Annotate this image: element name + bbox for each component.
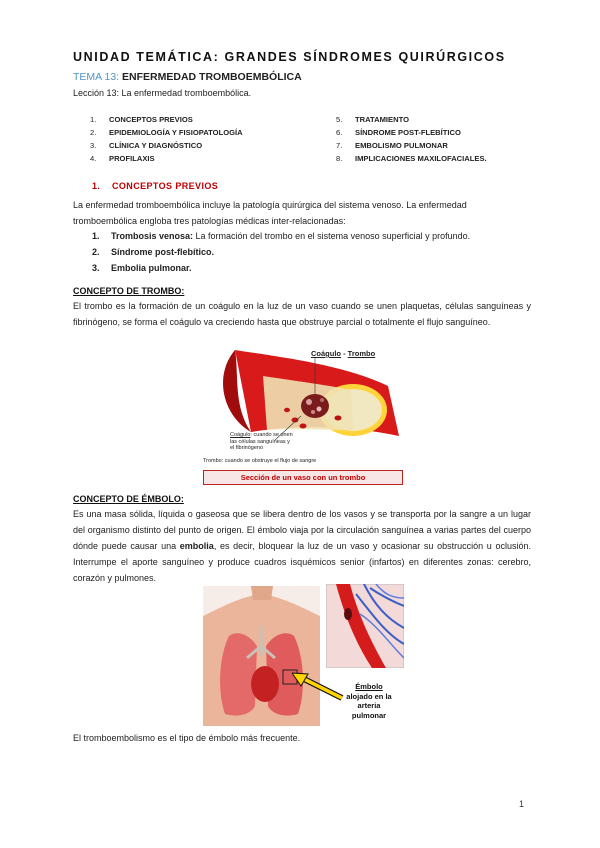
clot-shape	[301, 394, 329, 418]
thrombus-note: Trombo: cuando se obstruye el flujo de sangre	[203, 458, 317, 464]
figure-caption: Sección de un vaso con un trombo	[203, 470, 403, 485]
topic-name: ENFERMEDAD TROMBOEMBÓLICA	[122, 71, 302, 83]
toc-item: 8. IMPLICACIONES MAXILOFACIALES.	[336, 154, 487, 163]
toc-item: 5. TRATAMIENTO	[336, 115, 409, 124]
topic-heading	[73, 71, 302, 83]
lesson-line: Lección 13: La enfermedad tromboembólica.	[73, 88, 252, 98]
toc-item: 7. EMBOLISMO PULMONAR	[336, 141, 448, 150]
list-item: 3. Embolia pulmonar.	[92, 263, 192, 273]
toc-item: 2. EPIDEMIOLOGÍA Y FISIOPATOLOGÍA	[90, 128, 243, 137]
embolus-text: Es una masa sólida, líquida o gaseosa que se libera dentro de los vasos y se transporta por la sangre a un lugar del organismo distinto del punto de origen. El émbolo viaja por la circulación sanguínea a varias partes del cuerpo dónde puede causar una embolia, es decir, bloquear la luz de un vaso y ocasionar su obstrucción u oclusión. Interrumpe el aporte sanguíneo y produce cuadros isquémicos senior (infartos) en diferentes zonas: cerebro, corazón y pulmones.	[73, 509, 531, 583]
embolus-label: Émbolo alojado en la arteria pulmonar	[346, 682, 392, 720]
chest-figure	[203, 586, 320, 726]
toc-item: 3. CLÍNICA Y DIAGNÓSTICO	[90, 141, 203, 150]
figure-title: Coágulo - Trombo	[311, 349, 376, 358]
toc-right-column	[336, 113, 487, 165]
list-item: 1. Trombosis venosa: La formación del trombo en el sistema venoso superficial y profundo.	[92, 231, 471, 241]
section-heading: 1. CONCEPTOS PREVIOS	[92, 181, 219, 191]
topic-number: TEMA 13:	[73, 71, 120, 83]
list-item: 2. Síndrome post-flebítico.	[92, 247, 215, 257]
thrombus-heading: CONCEPTO DE TROMBO:	[73, 286, 185, 296]
toc-left-column	[90, 113, 243, 165]
toc-item: 6. SÍNDROME POST-FLEBÍTICO	[336, 128, 461, 137]
toc-item: 4. PROFILAXIS	[90, 154, 155, 163]
embolus-shape	[344, 608, 352, 620]
pathology-list	[92, 228, 470, 276]
page-number: 1	[519, 799, 525, 809]
vessel-section-illustration	[203, 346, 403, 487]
embolus-heading: CONCEPTO DE ÉMBOLO:	[73, 494, 184, 504]
section-intro: La enfermedad tromboembólica incluye la patología quirúrgica del sistema venoso. La enfermedad tromboembólica engloba tres patologías médicas inter-relacionadas:	[73, 200, 467, 226]
closing-text: El tromboembolismo es el tipo de émbolo más frecuente.	[73, 733, 301, 743]
thrombus-figure	[203, 346, 403, 487]
chest-lungs-illustration	[203, 586, 320, 726]
pulmonary-artery-illustration	[326, 584, 404, 668]
toc-item: 1. CONCEPTOS PREVIOS	[90, 115, 193, 124]
vessel-closeup-figure	[326, 584, 404, 668]
clot-note: Coágulo: cuando se unen las células sanguíneas y el fibrinógeno	[230, 432, 293, 451]
document-title: UNIDAD TEMÁTICA: GRANDES SÍNDROMES QUIRÚRGICOS	[73, 50, 506, 64]
thrombus-text: El trombo es la formación de un coágulo en la luz de un vaso cuando se unen plaquetas, células sanguíneas y fibrinógeno, se forma el coágulo va creciendo hasta que obstruye parcial o totalmente el flujo sanguíneo.	[73, 301, 531, 327]
